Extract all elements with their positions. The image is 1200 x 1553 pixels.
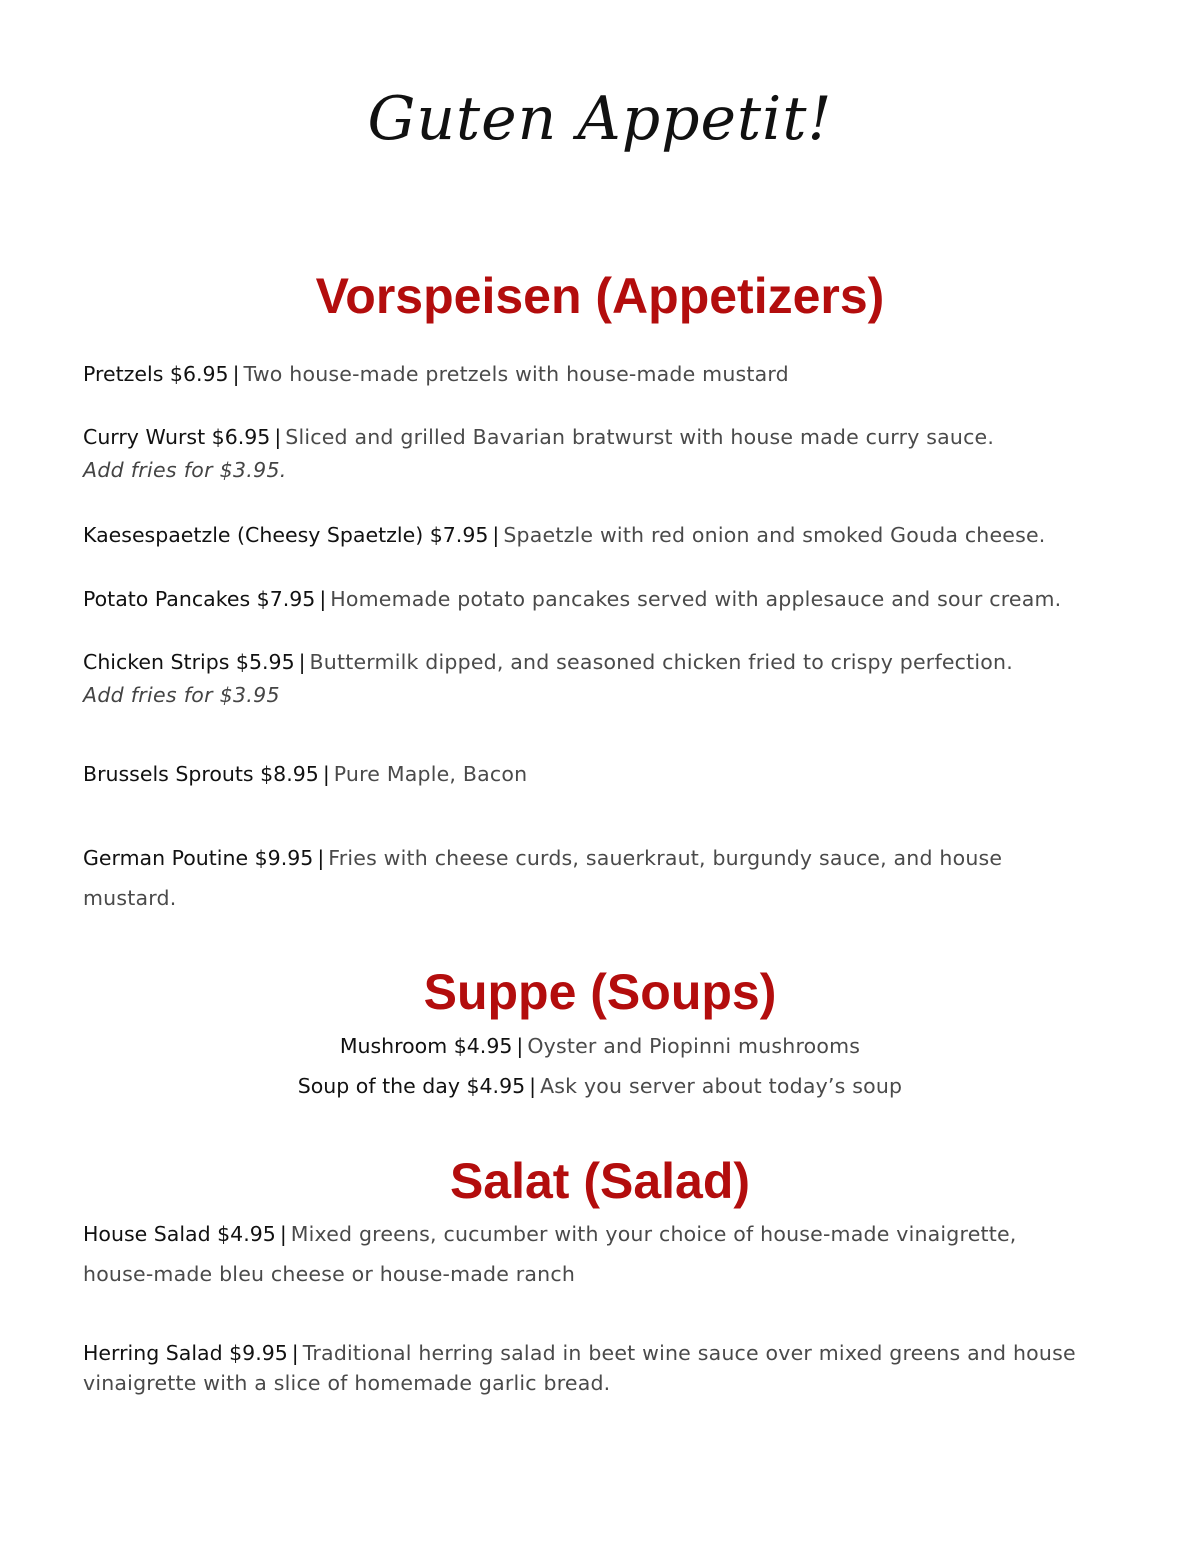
item-separator: | (232, 362, 240, 386)
item-name: Kaesespaetzle (Cheesy Spaetzle) $7.95 (83, 523, 489, 547)
item-name: Brussels Sprouts $8.95 (83, 762, 319, 786)
item-name: Herring Salad $9.95 (83, 1341, 288, 1365)
menu-item-herring-salad (83, 1338, 1158, 1398)
menu-item-house-salad (83, 1214, 1083, 1294)
menu-item-mushroom-soup (0, 1026, 1200, 1066)
item-description: Spaetzle with red onion and smoked Gouda cheese. (503, 523, 1046, 547)
item-description: Homemade potato pancakes served with applesauce and sour cream. (330, 587, 1062, 611)
soups-heading: Suppe (Soups) (423, 964, 777, 1020)
item-description: Oyster and Piopinni mushrooms (527, 1034, 861, 1058)
item-separator: | (291, 1341, 299, 1365)
page-title: Guten Appetit! (367, 84, 833, 154)
item-description: Fries with cheese curds, sauerkraut, burgundy sauce, and house mustard. (83, 846, 1003, 910)
appetizers-heading: Vorspeisen (Appetizers) (315, 268, 885, 324)
item-note: Add fries for $3.95. (83, 458, 287, 482)
item-separator: | (319, 587, 327, 611)
item-description: Two house-made pretzels with house-made mustard (243, 362, 789, 386)
item-note: Add fries for $3.95 (83, 683, 280, 707)
menu-item-kaesespaetzle (83, 519, 1153, 552)
menu-item-curry-wurst (83, 421, 1153, 487)
item-name: German Poutine $9.95 (83, 846, 314, 870)
item-separator: | (298, 650, 306, 674)
item-separator: | (492, 523, 500, 547)
item-description: Pure Maple, Bacon (333, 762, 528, 786)
item-description: Mixed greens, cucumber with your choice of house-made vinaigrette, house-made bleu cheese or house-made ranch (83, 1222, 1017, 1286)
item-name: Pretzels $6.95 (83, 362, 229, 386)
menu-item-german-poutine (83, 838, 1083, 918)
item-description: Buttermilk dipped, and seasoned chicken fried to crispy perfection. (309, 650, 1013, 674)
item-separator: | (279, 1222, 287, 1246)
menu-item-brussels-sprouts (83, 758, 1153, 791)
menu-item-pretzels (83, 358, 1153, 391)
item-description: Ask you server about today’s soup (540, 1074, 903, 1098)
item-name: House Salad $4.95 (83, 1222, 276, 1246)
menu-item-potato-pancakes (83, 583, 1153, 616)
item-name: Potato Pancakes $7.95 (83, 587, 316, 611)
menu-item-soup-of-the-day (0, 1066, 1200, 1106)
item-separator: | (317, 846, 325, 870)
salads-heading: Salat (Salad) (449, 1153, 751, 1209)
item-separator: | (529, 1074, 537, 1098)
item-description: Sliced and grilled Bavarian bratwurst with house made curry sauce. (285, 425, 995, 449)
item-name: Mushroom $4.95 (339, 1034, 513, 1058)
item-separator: | (516, 1034, 524, 1058)
item-name: Curry Wurst $6.95 (83, 425, 271, 449)
menu-item-chicken-strips (83, 646, 1153, 712)
item-separator: | (322, 762, 330, 786)
item-separator: | (274, 425, 282, 449)
item-description: Traditional herring salad in beet wine sauce over mixed greens and house vinaigrette with a slice of homemade garlic bread. (83, 1341, 1076, 1395)
item-name: Soup of the day $4.95 (297, 1074, 526, 1098)
item-name: Chicken Strips $5.95 (83, 650, 295, 674)
